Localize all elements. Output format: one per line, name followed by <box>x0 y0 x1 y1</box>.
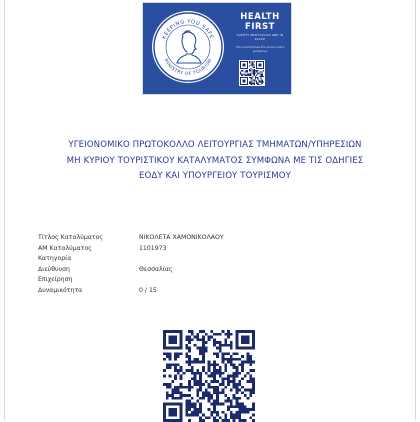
health-first-banner <box>142 2 292 95</box>
banner-qr-code <box>239 60 265 86</box>
info-value: 1101973 <box>139 244 167 252</box>
qr-finder-pattern <box>240 61 248 69</box>
ministry-seal-graphic <box>152 11 224 83</box>
info-value: Θεσσαλίας <box>139 265 173 273</box>
info-value: ΝΙΚΟΛΕΤΑ ΧΑΜΟΝΙΚΟΛΑΟΥ <box>139 234 224 241</box>
info-row-title <box>38 234 408 245</box>
info-label: Δυναμικότητα <box>38 286 83 294</box>
qr-finder-pattern <box>163 402 183 422</box>
qr-finder-pattern <box>256 61 264 69</box>
protocol-heading <box>27 138 403 185</box>
heading-line-1: ΥΓΕΙΟΝΟΜΙΚΟ ΠΡΩΤΟΚΟΛΛΟ ΛΕΙΤΟΥΡΓΙΑΣ ΤΜΗΜΑΤΩΝ/ΥΠΗΡΕΣΙΩΝ <box>68 140 362 150</box>
ministry-seal <box>152 11 224 83</box>
property-info-table <box>38 234 408 298</box>
info-row-address <box>38 266 408 277</box>
info-row-registration <box>38 245 408 256</box>
qr-finder-pattern <box>240 77 248 85</box>
info-row-capacity <box>38 287 408 298</box>
info-label: Διεύθυνση <box>38 265 70 273</box>
info-label: Τίτλος Καταλύματος <box>38 234 103 241</box>
qr-finder-pattern <box>235 330 255 350</box>
seal-top-text: KEEPING YOU SAFE <box>161 18 215 41</box>
heading-line-2: ΜΗ ΚΥΡΙΟΥ ΤΟΥΡΙΣΤΙΚΟΥ ΚΑΤΑΛΥΜΑΤΟΣ ΣΥΜΦΩΝΑ ΜΕ ΤΙΣ ΟΔΗΓΙΕΣ <box>66 155 364 166</box>
info-row-business <box>38 276 408 287</box>
info-label: ΑΜ Καταλύματος <box>38 244 92 252</box>
seal-bottom-text: MINISTRY OF TOURISM <box>162 58 214 78</box>
verification-qr-code <box>163 330 255 422</box>
heading-line-3: ΕΟΔΥ ΚΑΙ ΥΠΟΥΡΓΕΙΟΥ ΤΟΥΡΙΣΜΟΥ <box>139 171 291 181</box>
health-first-subtitle: SAFETY PROTOCOLS ARE IN PLACE <box>236 33 284 41</box>
qr-finder-pattern <box>163 330 183 350</box>
info-row-category <box>38 255 408 266</box>
info-value: 0 / 15 <box>139 286 157 294</box>
document-page <box>4 0 416 420</box>
info-label: Επιχείρηση <box>38 276 73 284</box>
info-label: Κατηγορία <box>38 255 72 263</box>
health-first-note: This hotel follows the Government guidelines <box>235 45 285 53</box>
health-first-title: HEALTH FIRST <box>240 12 280 32</box>
